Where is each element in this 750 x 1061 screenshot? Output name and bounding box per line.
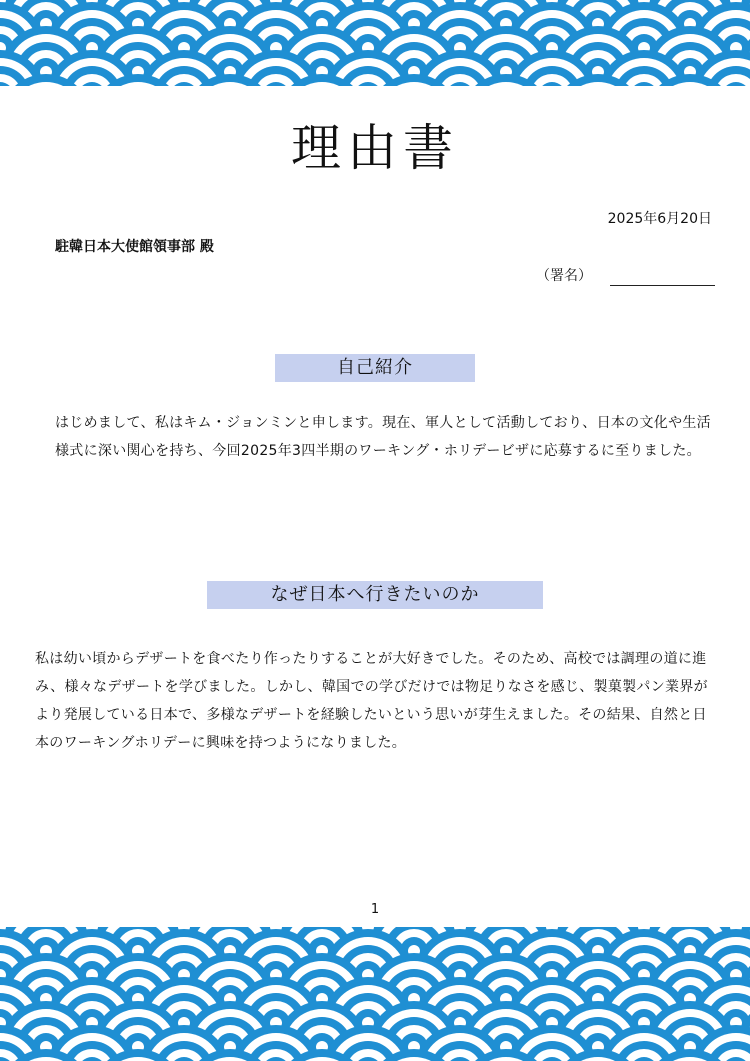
wave-pattern-svg [0,927,750,1061]
page-number: 1 [370,902,380,917]
recipient-address: 駐韓日本大使館領事部 殿 [55,239,214,255]
document-date: 2025年6月20日 [607,211,712,227]
section-body-self-introduction: はじめまして、私はキム・ジョンミンと申します。現在、軍人として活動しており、日本の文化や生活様式に深い関心を持ち、今回2025年3四半期のワーキング・ホリデービザに応募するに至りました。 [55,415,711,459]
signature-line [610,268,715,286]
seigaiha-wave-pattern-bottom [0,927,750,1061]
wave-pattern-svg [0,0,750,86]
section-heading-self-introduction: 自己紹介 [275,354,475,382]
signature-block [536,266,715,286]
section-body-reason: 私は幼い頃からデザートを食べたり作ったりすることが大好きでした。そのため、高校では調理の道に進み、様々なデザートを学びました。しかし、韓国での学びだけでは物足りなさを感じ、製菓製パン業界がより発展している日本で、多様なデザートを経験したいという思いが芽生えました。その結果、自然と日本のワーキングホリデーに興味を持つようになりました。 [35,651,708,751]
signature-label: （署名） [536,268,592,284]
document-title: 理由書 [291,119,459,177]
section-heading-reason: なぜ日本へ行きたいのか [207,581,543,609]
seigaiha-wave-pattern-top [0,0,750,86]
